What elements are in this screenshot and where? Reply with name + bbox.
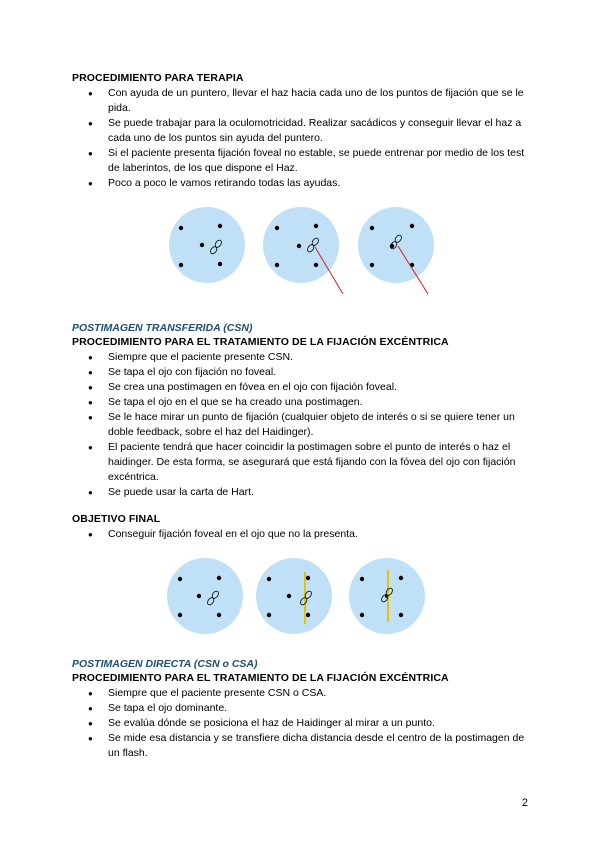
fixation-circle-3 <box>358 207 434 294</box>
fixation-circle-background <box>169 207 245 283</box>
fixation-dot <box>297 244 301 248</box>
fixation-dot <box>314 224 318 228</box>
list-item: ● Se evalúa dónde se posiciona el haz de Haidinger al mirar a un punto. <box>72 716 532 731</box>
list-item: ● Se le hace mirar un punto de fijación (cualquier objeto de interés o si se quiere tener un doble feedback, sobre el haz del Haidinger). <box>72 410 532 440</box>
fixation-circle-background <box>256 558 332 634</box>
fixation-dot <box>306 613 310 617</box>
list-item: ● Se tapa el ojo dominante. <box>72 701 532 716</box>
list-item: ● Si el paciente presenta fijación foveal no estable, se puede entrenar por medio de los test de laberintos, de los que dispone el Haz. <box>72 146 532 176</box>
fixation-dot <box>287 594 291 598</box>
fixation-dot <box>218 224 222 228</box>
fixation-dot <box>399 613 403 617</box>
fixation-dot <box>267 577 271 581</box>
page-number: 2 <box>521 797 528 809</box>
list-item: ● Siempre que el paciente presente CSN. <box>72 350 532 365</box>
afterimage-figure <box>158 556 443 638</box>
list-item: ● Se tapa el ojo en el que se ha creado una postimagen. <box>72 395 532 410</box>
list-item: ● El paciente tendrá que hacer coincidir la postimagen sobre el punto de interés o haz el haidinger. De esta forma, se asegurará que está fijando con la fóvea del ojo con fijación excéntrica. <box>72 440 532 485</box>
fixation-dot <box>218 262 222 266</box>
fixation-pointer-figure <box>158 204 443 294</box>
transferred-afterimage-list <box>72 350 532 500</box>
therapy-procedure-heading: PROCEDIMIENTO PARA TERAPIA <box>72 72 244 84</box>
eccentric-fixation-heading-2: PROCEDIMIENTO PARA EL TRATAMIENTO DE LA FIJACIÓN EXCÉNTRICA <box>72 672 449 684</box>
fixation-dot <box>306 576 310 580</box>
fixation-dot <box>314 263 318 267</box>
list-item: ● Siempre que el paciente presente CSN o CSA. <box>72 686 532 701</box>
fixation-dot <box>267 613 271 617</box>
fixation-dot <box>275 263 279 267</box>
fixation-dot <box>178 613 182 617</box>
direct-afterimage-subtitle: POSTIMAGEN DIRECTA (CSN o CSA) <box>72 658 258 670</box>
list-item: ● Se crea una postimagen en fóvea en el ojo con fijación foveal. <box>72 380 532 395</box>
fixation-dot <box>360 613 364 617</box>
final-objective-list <box>72 527 532 542</box>
therapy-procedure-list <box>72 86 532 191</box>
list-item: ● Con ayuda de un puntero, llevar el haz hacia cada uno de los puntos de fijación que se le pida. <box>72 86 532 116</box>
list-item: ● Se puede trabajar para la oculomotricidad. Realizar sacádicos y conseguir llevar el haz a cada uno de los puntos sin ayuda del puntero. <box>72 116 532 146</box>
list-item: ● Poco a poco le vamos retirando todas las ayudas. <box>72 176 532 191</box>
fixation-dot <box>217 576 221 580</box>
list-item: ● Se mide esa distancia y se transfiere dicha distancia desde el centro de la postimagen de un flash. <box>72 731 532 761</box>
afterimage-circle-1 <box>167 558 243 634</box>
fixation-dot <box>200 243 204 247</box>
afterimage-circle-3 <box>349 558 425 634</box>
fixation-circle-background <box>263 207 339 283</box>
fixation-dot <box>178 577 182 581</box>
fixation-circle-background <box>358 207 434 283</box>
fixation-dot <box>179 263 183 267</box>
fixation-circle-background <box>167 558 243 634</box>
fixation-dot <box>370 263 374 267</box>
fixation-dot <box>399 576 403 580</box>
fixation-dot <box>275 226 279 230</box>
fixation-circle-2 <box>263 207 343 294</box>
fixation-dot <box>370 226 374 230</box>
direct-afterimage-list <box>72 686 532 761</box>
eccentric-fixation-heading: PROCEDIMIENTO PARA EL TRATAMIENTO DE LA FIJACIÓN EXCÉNTRICA <box>72 336 449 348</box>
fixation-dot <box>217 613 221 617</box>
fixation-dot <box>197 594 201 598</box>
fixation-dot <box>179 226 183 230</box>
list-item: ● Conseguir fijación foveal en el ojo que no la presenta. <box>72 527 532 542</box>
final-objective-heading: OBJETIVO FINAL <box>72 513 161 525</box>
transferred-afterimage-subtitle: POSTIMAGEN TRANSFERIDA (CSN) <box>72 322 253 334</box>
afterimage-circle-2 <box>256 558 332 634</box>
fixation-circle-1 <box>169 207 245 283</box>
list-item: ● Se puede usar la carta de Hart. <box>72 485 532 500</box>
fixation-dot <box>360 577 364 581</box>
fixation-dot <box>410 224 414 228</box>
list-item: ● Se tapa el ojo con fijación no foveal. <box>72 365 532 380</box>
